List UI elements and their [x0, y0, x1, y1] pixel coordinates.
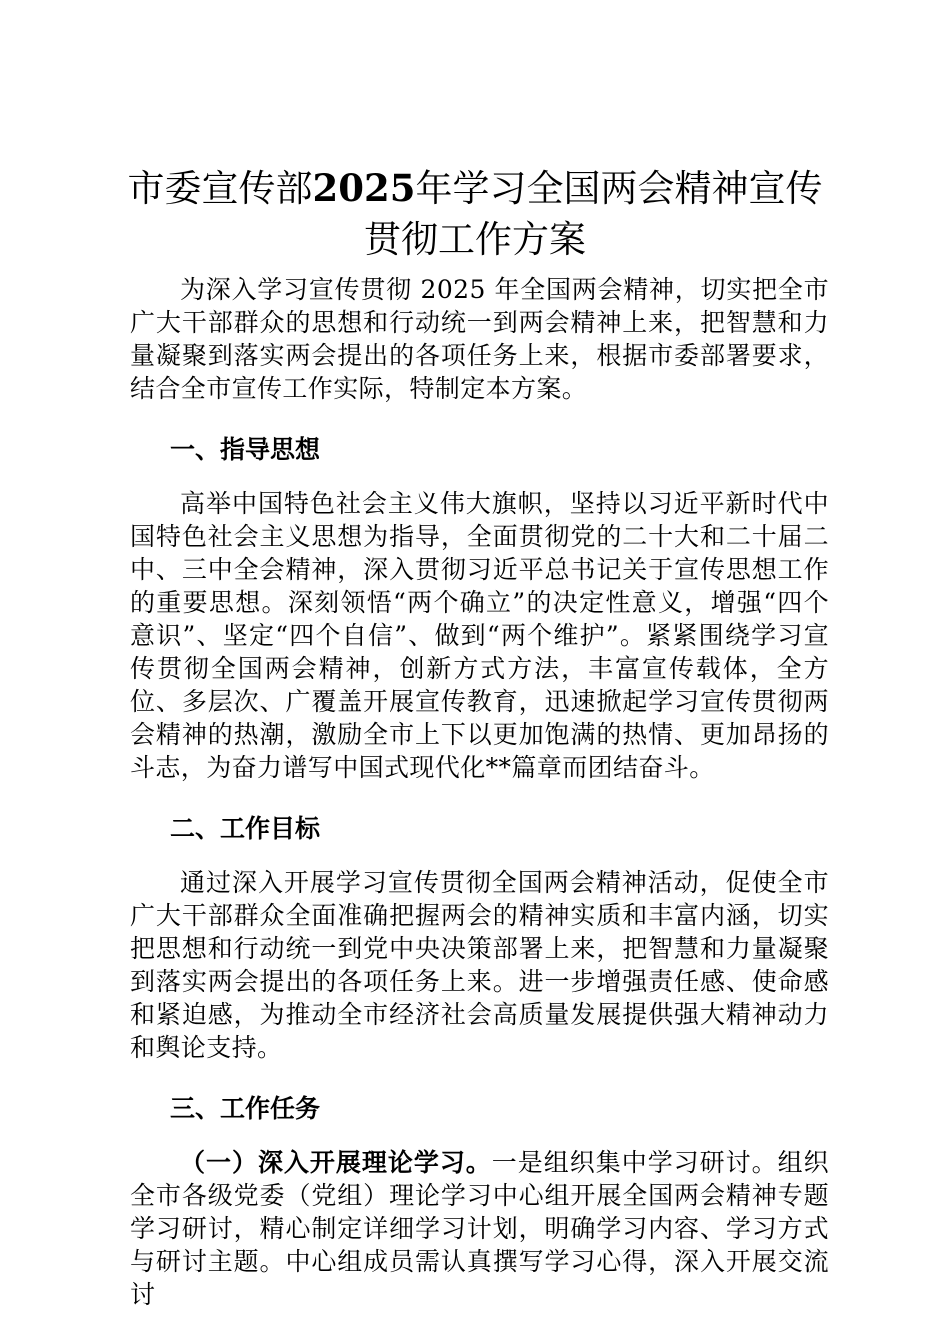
title-prefix: 市委宣传部	[127, 167, 313, 210]
section-paragraph-work-tasks	[130, 1146, 829, 1311]
section-paragraph-guiding-ideology: 高举中国特色社会主义伟大旗帜，坚持以习近平新时代中国特色社会主义思想为指导，全面贯彻党的二十大和二十届二中、三中全会精神，深入贯彻习近平总书记关于宣传思想工作的重要思想。深刻领悟“两个确立”的决定性意义，增强“四个意识”、坚定“四个自信”、做到“两个维护”。紧紧围绕学习宣传贯彻全国两会精神，创新方式方法，丰富宣传载体，全方位、多层次、广覆盖开展宣传教育，迅速掀起学习宣传贯彻两会精神的热潮，激励全市上下以更加饱满的热情、更加昂扬的斗志，为奋力谱写中国式现代化**篇章而团结奋斗。	[130, 489, 829, 782]
section-heading-guiding-ideology: 一、指导思想	[170, 435, 321, 464]
title-suffix: 年学习全国两会精神宣传贯彻工作方案	[364, 167, 823, 261]
title-year: 2025	[312, 166, 416, 210]
document-body	[130, 273, 829, 1311]
section-heading-work-tasks: 三、工作任务	[170, 1094, 321, 1123]
subsection-text-theory-study: 一是组织集中学习研讨。组织全市各级党委（党组）理论学习中心组开展全国两会精神专题学习研讨，精心制定详细学习计划，明确学习内容、学习方式与研讨主题。中心组成员需认真撰写学习心得，深入开展交流讨	[130, 1148, 829, 1309]
section-heading-work-goals: 二、工作目标	[170, 814, 321, 843]
intro-paragraph: 为深入学习宣传贯彻 2025 年全国两会精神，切实把全市广大干部群众的思想和行动统一到两会精神上来，把智慧和力量凝聚到落实两会提出的各项任务上来，根据市委部署要求，结合全市宣传工作实际，特制定本方案。	[130, 275, 829, 403]
subsection-lead-theory-study: （一）深入开展理论学习。	[180, 1148, 492, 1177]
document-title	[110, 163, 840, 265]
section-paragraph-work-goals: 通过深入开展学习宣传贯彻全国两会精神活动，促使全市广大干部群众全面准确把握两会的精神实质和丰富内涵，切实把思想和行动统一到党中央决策部署上来，把智慧和力量凝聚到落实两会提出的各项任务上来。进一步增强责任感、使命感和紧迫感，为推动全市经济社会高质量发展提供强大精神动力和舆论支持。	[130, 868, 829, 1062]
